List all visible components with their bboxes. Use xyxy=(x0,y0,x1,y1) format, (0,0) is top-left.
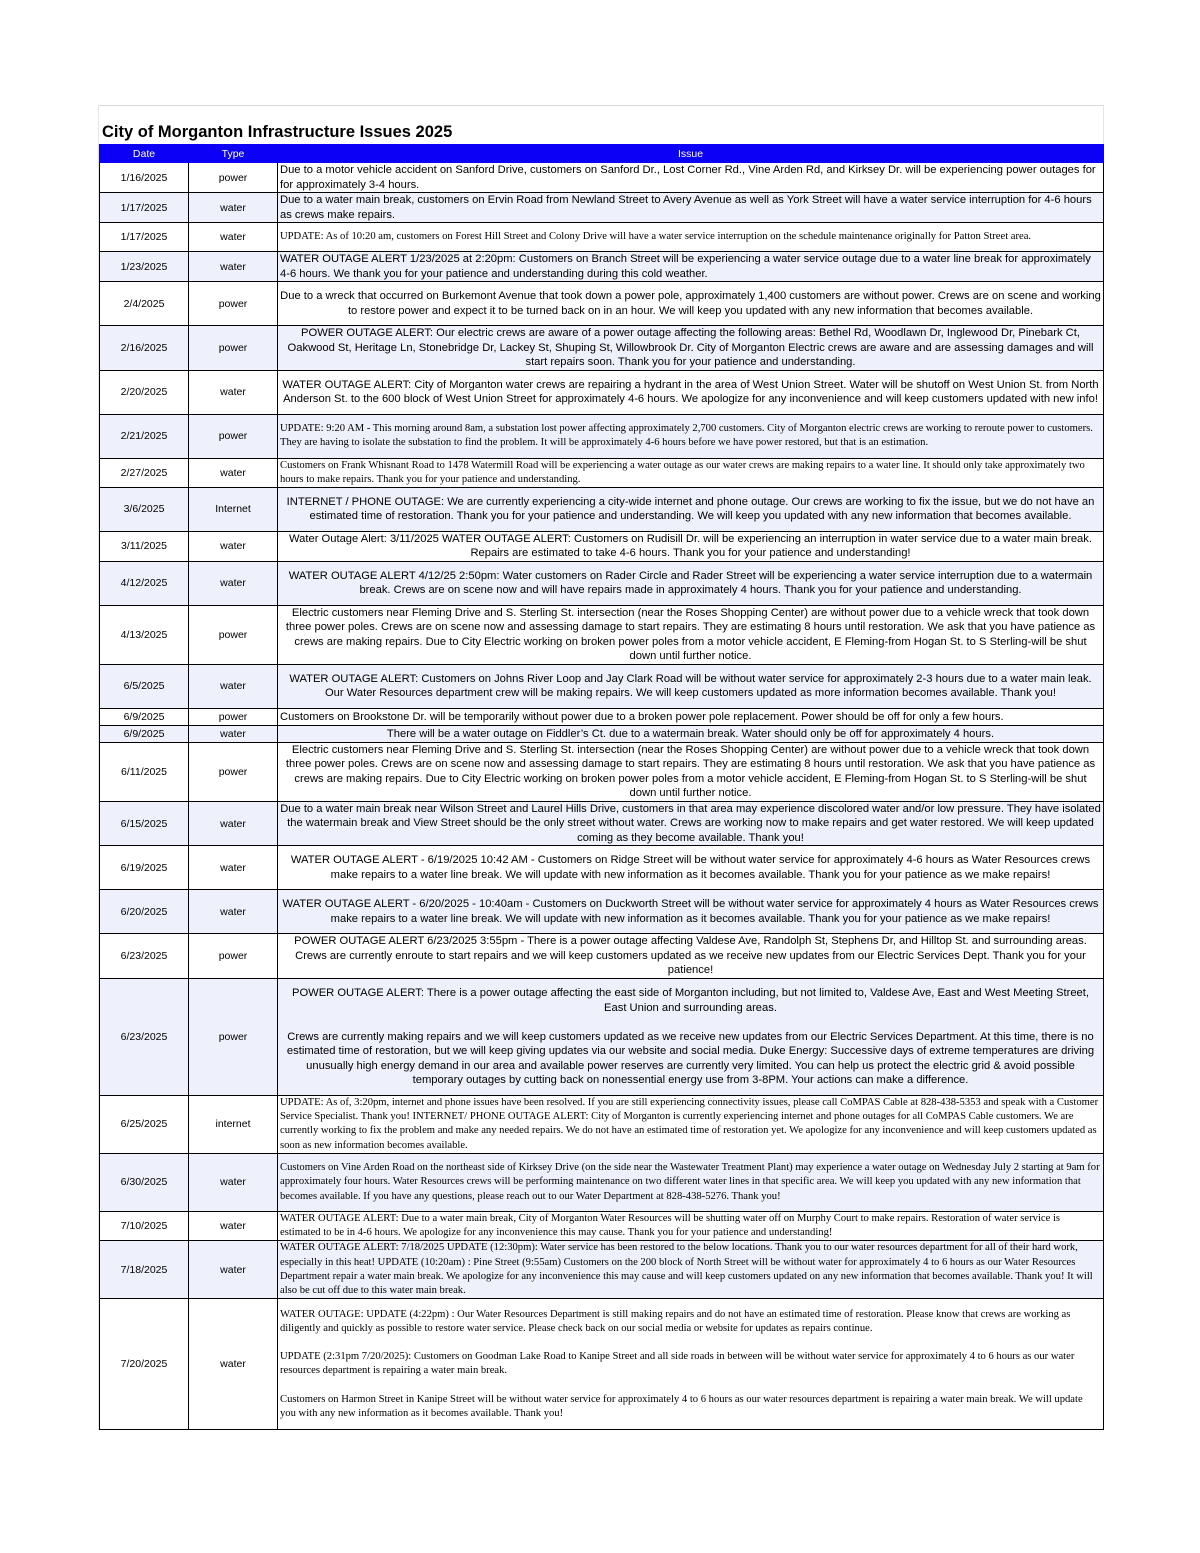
issue-text: WATER OUTAGE ALERT - 6/19/2025 10:42 AM - Customers on Ridge Street will be without water service for approximately 4-6 hours as Water Resources crews make repairs to a water line break. We will update with new information as it becomes available. Thank you for your patience as we make repairs! xyxy=(290,854,1091,881)
cell-issue xyxy=(278,282,1104,326)
cell-issue xyxy=(278,725,1104,742)
issue-text: UPDATE: As of, 3:20pm, internet and phone issues have been resolved. If you are still experiencing connectivity issues, please call CoMPAS Cable at 828-438-5353 and speak with a Customer Service Specialist. Thank you! INTERNET/ PHONE OUTAGE ALERT: City of Morganton is currently experiencing internet and phone outages for all CoMPAS Cable customers. We are currently working to fix the problem and make any needed repairs. We do not have an estimated time of restoration yet. We apologize for any inconvenience and will keep customers updated as soon as new information becomes available. xyxy=(280,1097,1099,1151)
cell-date: 3/6/2025 xyxy=(100,487,189,531)
issue-text: Customers on Brookstone Dr. will be temporarily without power due to a broken power pole replacement. Power should be off for only a few hours. xyxy=(280,710,1004,723)
cell-date: 2/20/2025 xyxy=(100,370,189,414)
cell-type: water xyxy=(189,725,278,742)
issue-text: Water Outage Alert: 3/11/2025 WATER OUTAGE ALERT: Customers on Rudisill Dr. will be experiencing an interruption in water service due to a water main break. Repairs are estimated to take 4-6 hours. Thank you for your patience and understanding! xyxy=(289,532,1092,560)
table-row xyxy=(100,801,1104,846)
cell-issue xyxy=(278,1299,1104,1430)
cell-issue xyxy=(278,531,1104,561)
table-row xyxy=(100,890,1104,934)
issue-text: WATER OUTAGE ALERT - 6/20/2025 - 10:40am - Customers on Duckworth Street will be without water service for approximately 4 hours as Water Resources crews make repairs to a water line break. We will update with new information as it becomes available. Thank you for your patience as we make repairs! xyxy=(282,898,1099,925)
cell-date: 1/16/2025 xyxy=(100,163,189,193)
cell-type: power xyxy=(189,282,278,326)
cell-date: 7/20/2025 xyxy=(100,1299,189,1430)
cell-issue xyxy=(278,414,1104,458)
column-header-type: Type xyxy=(189,145,278,163)
column-header-issue: Issue xyxy=(278,145,1104,163)
cell-type: water xyxy=(189,1241,278,1299)
issue-text: WATER OUTAGE: UPDATE (4:22pm) : Our Water Resources Department is still making repairs and do not have an estimated time of restoration. Please know that crews are working as diligently and quickly as possible to restore water service. Please check back on our social media or website for updates as repairs continue. UPDATE (2:31pm 7/20/2025): Customers on Goodman Lake Road to Kanipe Street and all side roads in between will be without water service for approximately 4 to 6 hours as our water resources department is repairing a water main break. Customers on Harmon Street in Kanipe Street will be without water service for approximately 4 to 6 hours as our water resources department is repairing a water main break. We will update you with any new information as it becomes available. Thank you! xyxy=(280,1308,1083,1419)
cell-date: 2/16/2025 xyxy=(100,326,189,371)
cell-issue xyxy=(278,934,1104,979)
table-row xyxy=(100,1299,1104,1430)
cell-issue xyxy=(278,326,1104,371)
cell-type: water xyxy=(189,1211,278,1240)
cell-issue xyxy=(278,1211,1104,1240)
table-row xyxy=(100,163,1104,193)
cell-type: water xyxy=(189,458,278,487)
table-row xyxy=(100,934,1104,979)
cell-date: 4/13/2025 xyxy=(100,605,189,664)
table-row xyxy=(100,414,1104,458)
cell-issue xyxy=(278,223,1104,252)
cell-type: water xyxy=(189,801,278,846)
cell-date: 6/19/2025 xyxy=(100,846,189,890)
cell-type: water xyxy=(189,664,278,708)
table-row xyxy=(100,742,1104,801)
cell-type: water xyxy=(189,1299,278,1430)
cell-type: water xyxy=(189,193,278,223)
table-row xyxy=(100,561,1104,605)
cell-type: water xyxy=(189,846,278,890)
cell-date: 6/30/2025 xyxy=(100,1153,189,1211)
cell-type: water xyxy=(189,252,278,282)
table-row xyxy=(100,370,1104,414)
cell-date: 6/15/2025 xyxy=(100,801,189,846)
issue-text: Due to a water main break, customers on Ervin Road from Newland Street to Avery Avenue as well as York Street will have a water service interruption for 4-6 hours as crews make repairs. xyxy=(280,194,1092,221)
cell-issue xyxy=(278,978,1104,1095)
cell-date: 2/21/2025 xyxy=(100,414,189,458)
cell-type: power xyxy=(189,326,278,371)
issues-table xyxy=(99,144,1104,1430)
cell-issue xyxy=(278,742,1104,801)
cell-date: 3/11/2025 xyxy=(100,531,189,561)
table-row xyxy=(100,725,1104,742)
issue-text: POWER OUTAGE ALERT: Our electric crews are aware of a power outage affecting the following areas: Bethel Rd, Woodlawn Dr, Inglewood Dr, Pinebark Ct, Oakwood St, Heritage Ln, Stonebridge Dr, Lackey St, Shuping St, Willowbrook Dr. City of Morganton Electric crews are aware and are assessing damages and will start repairs soon. Thank you for your patience and understanding. xyxy=(287,327,1094,368)
cell-issue xyxy=(278,1153,1104,1211)
issue-text: Customers on Vine Arden Road on the northeast side of Kirksey Drive (on the side near the Wastewater Treatment Plant) may experience a water outage on Wednesday July 2 starting at 9am for approximately four hours. Water Resources crews will be performing maintenance on two different water lines in that specific area. We will keep you updated with any new information that becomes available. If you have any questions, please reach out to our Water Department at 828-438-5276. Thank you! xyxy=(280,1162,1100,1202)
table-row xyxy=(100,1211,1104,1240)
cell-date: 6/5/2025 xyxy=(100,664,189,708)
cell-type: water xyxy=(189,531,278,561)
issue-text: Due to a motor vehicle accident on Sanford Drive, customers on Sanford Dr., Lost Corner Rd., Vine Arden Rd, and Kirksey Dr. will be experiencing power outages for for approximately 3-4 hours. xyxy=(280,164,1096,191)
cell-date: 6/9/2025 xyxy=(100,708,189,725)
cell-issue xyxy=(278,890,1104,934)
issue-text: WATER OUTAGE ALERT: Customers on Johns River Loop and Jay Clark Road will be without water service for approximately 2-3 hours due to a water main leak. Our Water Resources department crew will be making repairs. We will keep customers updated as more information becomes available. Thank you! xyxy=(289,672,1092,700)
cell-issue xyxy=(278,605,1104,664)
table-row xyxy=(100,1153,1104,1211)
table-row xyxy=(100,664,1104,708)
cell-issue xyxy=(278,561,1104,605)
issue-text: POWER OUTAGE ALERT 6/23/2025 3:55pm - There is a power outage affecting Valdese Ave, Randolph St, Stephens Dr, and Hilltop St. and surrounding areas. Crews are currently enroute to start repairs and we will keep customers updated as we receive new updates from our Electric Services Dept. Thank you for your patience! xyxy=(294,935,1087,977)
cell-issue xyxy=(278,163,1104,193)
cell-date: 6/23/2025 xyxy=(100,934,189,979)
cell-type: water xyxy=(189,223,278,252)
table-row xyxy=(100,531,1104,561)
table-row xyxy=(100,223,1104,252)
issue-text: Electric customers near Fleming Drive and S. Sterling St. intersection (near the Roses Shopping Center) are without power due to a vehicle wreck that took down three power poles. Crews are on scene now and assessing damage to start repairs. They are estimating 8 hours until restoration. We ask that you have patience as crews are making repairs. Due to City Electric working on broken power poles from a motor vehicle accident, E Fleming-from Hogan St. to S Sterling-will be shut down until further notice. xyxy=(285,743,1096,800)
cell-date: 1/23/2025 xyxy=(100,252,189,282)
issue-text: WATER OUTAGE ALERT 4/12/25 2:50pm: Water customers on Rader Circle and Rader Street will be experiencing a water service interruption due to a watermain break. Crews are on scene now and will have repairs made in approximately 4 hours. Thank you for your patience and understanding. xyxy=(288,569,1093,597)
cell-type: power xyxy=(189,708,278,725)
issue-text: WATER OUTAGE ALERT 1/23/2025 at 2:20pm: Customers on Branch Street will be experiencing a water service outage due to a water line break for approximately 4-6 hours. We thank you for your patience and understanding during this cold weather. xyxy=(280,253,1091,280)
table-row xyxy=(100,487,1104,531)
cell-type: water xyxy=(189,890,278,934)
table-row xyxy=(100,978,1104,1095)
cell-type: water xyxy=(189,370,278,414)
cell-issue xyxy=(278,370,1104,414)
table-row xyxy=(100,605,1104,664)
table-row xyxy=(100,458,1104,487)
table-row xyxy=(100,252,1104,282)
table-row xyxy=(100,708,1104,725)
issue-text: WATER OUTAGE ALERT: 7/18/2025 UPDATE (12:30pm): Water service has been restored to the below locations. Thank you to our water resources department for all of their hard work, especially in this heat! UPDATE (10:20am) : Pine Street (9:55am) Customers on the 200 block of North Street will be without water for approximately 4 to 6 hours as our Water Resources Department repair a water main break. We apologize for any inconvenience this may cause and will keep customers updated on any new information that becomes available. Thank you! It will also be cut off due to this water main break. xyxy=(280,1242,1093,1297)
cell-date: 4/12/2025 xyxy=(100,561,189,605)
cell-issue xyxy=(278,1095,1104,1153)
cell-date: 6/20/2025 xyxy=(100,890,189,934)
cell-issue xyxy=(278,664,1104,708)
cell-issue xyxy=(278,801,1104,846)
cell-issue xyxy=(278,193,1104,223)
issue-text: INTERNET / PHONE OUTAGE: We are currently experiencing a city-wide internet and phone outage. Our crews are working to fix the issue, but we do not have an estimated time of restoration. Thank you for your patience and understanding. We will keep you updated with any new information that becomes available. xyxy=(286,495,1095,523)
cell-type: power xyxy=(189,163,278,193)
table-body xyxy=(100,163,1104,1430)
cell-date: 2/4/2025 xyxy=(100,282,189,326)
cell-type: power xyxy=(189,414,278,458)
issue-text: There will be a water outage on Fiddler’s Ct. due to a watermain break. Water should only be off for approximately 4 hours. xyxy=(386,727,995,740)
cell-date: 6/23/2025 xyxy=(100,978,189,1095)
issue-text: WATER OUTAGE ALERT: Due to a water main break, City of Morganton Water Resources will be shutting water off on Murphy Court to make repairs. Restoration of water service is estimated to be in 4-6 hours. We apologize for any inconvenience this may cause. Thank you for your patience and understanding! xyxy=(280,1212,1061,1239)
cell-issue xyxy=(278,708,1104,725)
table-row xyxy=(100,846,1104,890)
issue-text: Due to a water main break near Wilson Street and Laurel Hills Drive, customers in that area may experience discolored water and/or low pressure. They have isolated the watermain break and View Street should be the only street without water. Crews are working now to make repairs and get water restored. We will keep updated coming as they become available. Thank you! xyxy=(280,802,1101,844)
column-header-date: Date xyxy=(100,145,189,163)
cell-date: 6/11/2025 xyxy=(100,742,189,801)
cell-date: 1/17/2025 xyxy=(100,223,189,252)
cell-issue xyxy=(278,1241,1104,1299)
page-title: City of Morganton Infrastructure Issues 2025 xyxy=(102,123,453,141)
table-row xyxy=(100,326,1104,371)
cell-issue xyxy=(278,846,1104,890)
cell-type: power xyxy=(189,978,278,1095)
cell-date: 7/18/2025 xyxy=(100,1241,189,1299)
cell-date: 7/10/2025 xyxy=(100,1211,189,1240)
issue-text: Electric customers near Fleming Drive and S. Sterling St. intersection (near the Roses Shopping Center) are without power due to a vehicle wreck that took down three power poles. Crews are on scene now and assessing damage to start repairs. They are estimating 8 hours until restoration. We ask that you have patience as crews are making repairs. Due to City Electric working on broken power poles from a motor vehicle accident, E Fleming-from Hogan St. to S Sterling-will be shut down until further notice. xyxy=(285,606,1096,663)
table-row xyxy=(100,193,1104,223)
issue-text: WATER OUTAGE ALERT: City of Morganton water crews are repairing a hydrant in the area of West Union Street. Water will be shutoff on West Union St. from North Anderson St. to the 600 block of West Union Street for approximately 4-6 hours. We apologize for any inconvenience and will keep customers updated with new info! xyxy=(282,378,1099,405)
spreadsheet-page xyxy=(98,105,1104,1430)
table-row xyxy=(100,1095,1104,1153)
cell-issue xyxy=(278,252,1104,282)
cell-issue xyxy=(278,458,1104,487)
cell-type: Internet xyxy=(189,487,278,531)
cell-date: 1/17/2025 xyxy=(100,193,189,223)
table-row xyxy=(100,282,1104,326)
table-row xyxy=(100,1241,1104,1299)
issue-text: UPDATE: As of 10:20 am, customers on Forest Hill Street and Colony Drive will have a water service interruption on the schedule maintenance originally for Patton Street area. xyxy=(280,230,1032,242)
issue-text: POWER OUTAGE ALERT: There is a power outage affecting the east side of Morganton including, but not limited to, Valdese Ave, East and West Meeting Street, East Union and surrounding areas. Crews are currently making repairs and we will keep customers updated as we receive new updates from our Electric Services Department. At this time, there is no estimated time of restoration, but we will keep giving updates via our website and social media. Duke Energy: Successive days of extreme temperatures are driving unusually high energy demand in our area and available power reserves are currently very limited. You can help us protect the electric grid & avoid possible temporary outages by cutting back on nonessential energy use from 3-8PM. Your actions can make a difference. xyxy=(286,987,1095,1087)
issue-text: UPDATE: 9:20 AM - This morning around 8am, a substation lost power affecting approximately 2,700 customers. City of Morganton electric crews are working to reroute power to customers. They are having to isolate the substation to find the problem. It will be approximately 4-6 hours before we have power restored, but that is an estimation. xyxy=(280,422,1093,448)
cell-date: 2/27/2025 xyxy=(100,458,189,487)
cell-date: 6/9/2025 xyxy=(100,725,189,742)
cell-type: power xyxy=(189,605,278,664)
cell-type: power xyxy=(189,934,278,979)
cell-type: power xyxy=(189,742,278,801)
cell-type: water xyxy=(189,561,278,605)
cell-type: internet xyxy=(189,1095,278,1153)
cell-issue xyxy=(278,487,1104,531)
issue-text: Due to a wreck that occurred on Burkemont Avenue that took down a power pole, approximately 1,400 customers are without power. Crews are on scene and working to restore power and expect it to be turned back on in an hour. We will keep you updated with any new information that becomes available. xyxy=(280,290,1101,317)
cell-date: 6/25/2025 xyxy=(100,1095,189,1153)
cell-type: water xyxy=(189,1153,278,1211)
issue-text: Customers on Frank Whisnant Road to 1478 Watermill Road will be experiencing a water outage as our water crews are making repairs to a water line. It should only take approximately two hours to make repairs. Thank you for your patience and understanding. xyxy=(280,459,1085,485)
table-header-row xyxy=(100,145,1104,163)
